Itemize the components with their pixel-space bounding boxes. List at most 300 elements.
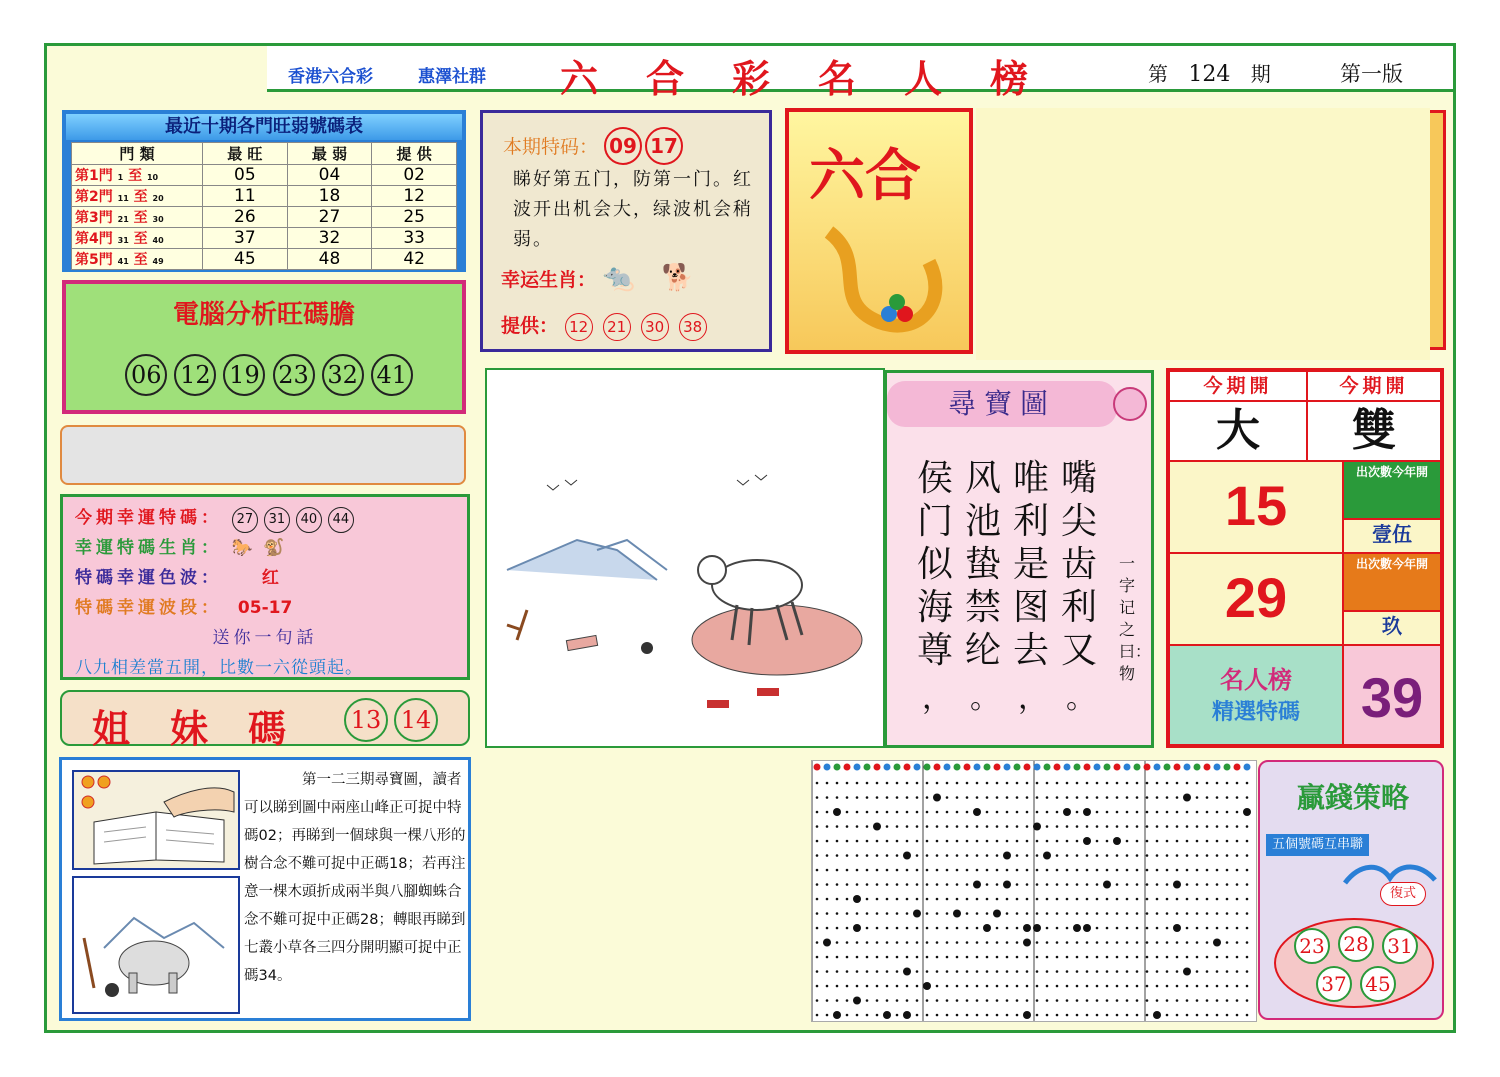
pattern-dot bbox=[1186, 956, 1189, 959]
cold-cell: 18 bbox=[287, 186, 372, 207]
header-dot bbox=[1134, 764, 1141, 771]
pattern-dot bbox=[856, 1014, 859, 1017]
pattern-dot bbox=[816, 796, 819, 799]
pattern-dot bbox=[1006, 941, 1009, 944]
pattern-dot bbox=[1156, 883, 1159, 886]
pattern-dot bbox=[1006, 782, 1009, 785]
poem-column: 风池蛰禁纶 bbox=[964, 458, 1001, 671]
pattern-dot bbox=[946, 883, 949, 886]
pattern-dot bbox=[1166, 927, 1169, 930]
pattern-dot bbox=[846, 796, 849, 799]
pattern-dot bbox=[1146, 1014, 1149, 1017]
open-size-value: 大 bbox=[1169, 401, 1307, 461]
pattern-dot bbox=[896, 927, 899, 930]
pattern-dot bbox=[1156, 854, 1159, 857]
pattern-dot bbox=[1016, 912, 1019, 915]
computer-numbers bbox=[74, 354, 464, 396]
pattern-dot bbox=[946, 912, 949, 915]
pattern-dot bbox=[916, 956, 919, 959]
sister-label-text: 姐妹碼 bbox=[92, 707, 327, 751]
pattern-dot bbox=[1226, 956, 1229, 959]
pattern-dot bbox=[876, 1014, 879, 1017]
pattern-dot bbox=[1046, 825, 1049, 828]
pattern-dot bbox=[1096, 985, 1099, 988]
pattern-dot bbox=[826, 898, 829, 901]
header-dot bbox=[1194, 764, 1201, 771]
tip-cell: 02 bbox=[372, 165, 457, 186]
pattern-dot bbox=[1176, 840, 1179, 843]
pattern-dot bbox=[1026, 825, 1029, 828]
sister-numbers bbox=[338, 698, 438, 742]
pattern-dot bbox=[866, 912, 869, 915]
pattern-dot bbox=[986, 999, 989, 1002]
pattern-dot bbox=[966, 1014, 969, 1017]
pattern-dot bbox=[1236, 970, 1239, 973]
pattern-dot bbox=[1016, 825, 1019, 828]
pattern-dot bbox=[906, 985, 909, 988]
win-ball: 45 bbox=[1360, 966, 1396, 1002]
pattern-dot bbox=[1246, 782, 1249, 785]
pattern-dot bbox=[1136, 811, 1139, 814]
pattern-dot bbox=[956, 941, 959, 944]
pattern-dot bbox=[906, 869, 909, 872]
pattern-dot bbox=[1136, 927, 1139, 930]
pattern-dot bbox=[876, 999, 879, 1002]
header-dot bbox=[884, 764, 891, 771]
pattern-dot bbox=[856, 782, 859, 785]
pattern-dot bbox=[836, 825, 839, 828]
pattern-dot bbox=[1166, 1014, 1169, 1017]
pattern-dot bbox=[1036, 869, 1039, 872]
col-header: 提 供 bbox=[372, 143, 457, 165]
pattern-dot bbox=[1046, 985, 1049, 988]
pattern-dot bbox=[956, 811, 959, 814]
pattern-dot bbox=[896, 941, 899, 944]
lucky-ball: 31 bbox=[264, 507, 290, 533]
pattern-dot bbox=[996, 883, 999, 886]
pattern-dot bbox=[1216, 927, 1219, 930]
pattern-dot bbox=[1106, 854, 1109, 857]
pattern-dot bbox=[886, 869, 889, 872]
pattern-dot bbox=[976, 985, 979, 988]
pattern-dot bbox=[886, 970, 889, 973]
pattern-dot bbox=[1186, 825, 1189, 828]
pattern-dot bbox=[996, 854, 999, 857]
pattern-dot bbox=[1216, 985, 1219, 988]
pattern-dot bbox=[816, 941, 819, 944]
pattern-dot bbox=[1216, 999, 1219, 1002]
fushi-badge: 復式 bbox=[1380, 882, 1426, 906]
pattern-dot bbox=[996, 840, 999, 843]
pattern-dot bbox=[816, 985, 819, 988]
pattern-dot bbox=[946, 927, 949, 930]
pattern-dot bbox=[1026, 970, 1029, 973]
pattern-dot bbox=[1206, 912, 1209, 915]
pattern-dot bbox=[1016, 811, 1019, 814]
pattern-dot bbox=[1006, 840, 1009, 843]
pattern-dot bbox=[1246, 985, 1249, 988]
pattern-dot bbox=[1136, 941, 1139, 944]
pattern-dot bbox=[846, 941, 849, 944]
poem-mark: 。 bbox=[1066, 681, 1096, 716]
pattern-dot bbox=[926, 811, 929, 814]
lucky-label: 今期幸運特碼： bbox=[75, 508, 222, 528]
poem-column: 唯利是图去 bbox=[1012, 458, 1049, 671]
pattern-dot bbox=[1086, 869, 1089, 872]
pattern-dot bbox=[1096, 999, 1099, 1002]
monkey-icon: 🐒 bbox=[263, 538, 285, 558]
pattern-dot bbox=[1156, 869, 1159, 872]
pattern-dot bbox=[936, 854, 939, 857]
pattern-dot bbox=[1166, 970, 1169, 973]
pattern-dot bbox=[876, 796, 879, 799]
pattern-dot bbox=[973, 881, 981, 889]
pattern-dot bbox=[846, 883, 849, 886]
pattern-dot bbox=[1086, 999, 1089, 1002]
pattern-dot bbox=[1236, 869, 1239, 872]
pattern-dot bbox=[926, 796, 929, 799]
pattern-dot bbox=[906, 782, 909, 785]
pattern-dot bbox=[1056, 999, 1059, 1002]
pattern-dot bbox=[1206, 782, 1209, 785]
pattern-dot bbox=[946, 941, 949, 944]
pattern-dot bbox=[856, 796, 859, 799]
special-label bbox=[503, 127, 686, 165]
treasure-sketch bbox=[485, 368, 885, 748]
brand-community: 惠澤社群 bbox=[418, 67, 486, 87]
header-dot bbox=[954, 764, 961, 771]
win-subtitle: 五個號碼互串聯 bbox=[1266, 834, 1369, 856]
pattern-dot bbox=[1046, 869, 1049, 872]
pattern-dot bbox=[1076, 970, 1079, 973]
col-header: 門 類 bbox=[72, 143, 203, 165]
pattern-dot bbox=[1246, 796, 1249, 799]
pattern-dot bbox=[936, 811, 939, 814]
pattern-dot bbox=[826, 825, 829, 828]
pattern-dot bbox=[1066, 912, 1069, 915]
pattern-dot bbox=[1046, 956, 1049, 959]
pattern-dot bbox=[1156, 927, 1159, 930]
lucky-label: 特碼幸運色波： bbox=[75, 568, 222, 588]
pattern-dot bbox=[946, 999, 949, 1002]
pattern-dot bbox=[1116, 999, 1119, 1002]
win-strategy-panel bbox=[1258, 760, 1444, 1020]
pattern-dot bbox=[1106, 956, 1109, 959]
computer-title: 電腦分析旺碼膽 bbox=[172, 300, 355, 330]
header-dot bbox=[1174, 764, 1181, 771]
pattern-dot bbox=[1076, 869, 1079, 872]
pattern-dot bbox=[886, 927, 889, 930]
provide-ball: 38 bbox=[679, 313, 707, 341]
pattern-dot bbox=[1226, 883, 1229, 886]
win-numbers bbox=[1274, 918, 1434, 1008]
pattern-dot bbox=[856, 869, 859, 872]
pattern-dot bbox=[1236, 956, 1239, 959]
pattern-dot bbox=[1096, 970, 1099, 973]
pattern-dot bbox=[1146, 811, 1149, 814]
scroll-end-icon bbox=[1113, 387, 1147, 421]
pattern-dot bbox=[1156, 985, 1159, 988]
pattern-dot bbox=[886, 811, 889, 814]
pattern-dot bbox=[936, 956, 939, 959]
pattern-dot bbox=[1036, 840, 1039, 843]
gate-cell: 第3門 21 至 30 bbox=[72, 207, 203, 228]
pattern-dot bbox=[1176, 796, 1179, 799]
poem-mark: 。 bbox=[970, 681, 1000, 716]
pattern-dot bbox=[1126, 840, 1129, 843]
pattern-dot bbox=[1206, 1014, 1209, 1017]
pattern-dot bbox=[1086, 912, 1089, 915]
pattern-dot bbox=[936, 898, 939, 901]
pattern-dot bbox=[976, 869, 979, 872]
pattern-dot bbox=[1086, 796, 1089, 799]
pattern-dot bbox=[1076, 912, 1079, 915]
pattern-dot bbox=[1146, 883, 1149, 886]
pattern-dot bbox=[1096, 1014, 1099, 1017]
pattern-dot bbox=[1046, 883, 1049, 886]
pattern-dot bbox=[1056, 970, 1059, 973]
mark-six-logo bbox=[785, 108, 973, 354]
lucky-ball: 40 bbox=[296, 507, 322, 533]
pattern-dot bbox=[926, 825, 929, 828]
pattern-dot bbox=[976, 912, 979, 915]
pattern-dot bbox=[816, 811, 819, 814]
pattern-dot bbox=[1146, 825, 1149, 828]
pattern-dot bbox=[816, 999, 819, 1002]
pattern-dot bbox=[1176, 999, 1179, 1002]
pattern-dot bbox=[926, 840, 929, 843]
pattern-dot bbox=[866, 985, 869, 988]
pattern-dot bbox=[1076, 825, 1079, 828]
pattern-dot bbox=[1156, 970, 1159, 973]
pattern-dot bbox=[966, 869, 969, 872]
pattern-dot bbox=[916, 1014, 919, 1017]
pattern-dot bbox=[996, 898, 999, 901]
pattern-dot bbox=[1066, 941, 1069, 944]
lucky-row-5: 送你一句話 bbox=[212, 628, 318, 648]
win-title: 贏錢策略 bbox=[1296, 781, 1409, 814]
pattern-dot bbox=[1026, 869, 1029, 872]
pattern-dot bbox=[1196, 796, 1199, 799]
pattern-dot bbox=[846, 825, 849, 828]
pattern-dot bbox=[1226, 869, 1229, 872]
col-header: 最 弱 bbox=[287, 143, 372, 165]
sister-label bbox=[92, 698, 326, 753]
pattern-dot bbox=[1006, 1014, 1009, 1017]
pattern-dot bbox=[1216, 782, 1219, 785]
pattern-dot bbox=[1166, 883, 1169, 886]
header-dot bbox=[834, 764, 841, 771]
pattern-dot bbox=[1056, 782, 1059, 785]
pattern-dot bbox=[1086, 825, 1089, 828]
pattern-dot bbox=[1016, 999, 1019, 1002]
pattern-dot bbox=[976, 796, 979, 799]
pattern-dot bbox=[826, 1014, 829, 1017]
header-dot bbox=[1144, 764, 1151, 771]
pattern-dot bbox=[846, 782, 849, 785]
pattern-dot bbox=[1216, 854, 1219, 857]
pattern-dot bbox=[1173, 881, 1181, 889]
pattern-dot bbox=[1226, 898, 1229, 901]
pattern-dot bbox=[866, 970, 869, 973]
pattern-dot bbox=[926, 999, 929, 1002]
pattern-dot bbox=[1116, 927, 1119, 930]
pattern-dot bbox=[896, 912, 899, 915]
pattern-dot bbox=[876, 883, 879, 886]
pattern-dot bbox=[1246, 883, 1249, 886]
featured-number: 39 bbox=[1343, 645, 1441, 745]
pattern-dot bbox=[886, 956, 889, 959]
pattern-dot bbox=[1146, 956, 1149, 959]
pattern-dot bbox=[1166, 898, 1169, 901]
pattern-dot bbox=[816, 825, 819, 828]
pattern-dot bbox=[1016, 985, 1019, 988]
pattern-dot bbox=[1186, 941, 1189, 944]
header-dot bbox=[944, 764, 951, 771]
header-dot bbox=[894, 764, 901, 771]
pattern-dot bbox=[1086, 898, 1089, 901]
pattern-dot bbox=[906, 999, 909, 1002]
pattern-dot bbox=[886, 840, 889, 843]
pattern-dot bbox=[966, 898, 969, 901]
pattern-dot bbox=[1186, 1014, 1189, 1017]
pattern-dot bbox=[1126, 854, 1129, 857]
pattern-dot bbox=[903, 852, 911, 860]
open-label: 今期開 bbox=[1307, 371, 1441, 401]
pattern-dot bbox=[846, 999, 849, 1002]
pattern-dot bbox=[896, 796, 899, 799]
pattern-dot bbox=[846, 869, 849, 872]
pattern-dot bbox=[1226, 941, 1229, 944]
pattern-dot bbox=[823, 939, 831, 947]
pattern-dot bbox=[986, 956, 989, 959]
pattern-dot bbox=[1156, 840, 1159, 843]
famous-label bbox=[1169, 645, 1343, 745]
pattern-dot bbox=[1026, 999, 1029, 1002]
header-dot bbox=[1184, 764, 1191, 771]
pattern-dot bbox=[903, 968, 911, 976]
pattern-dot bbox=[953, 910, 961, 918]
win-ball: 37 bbox=[1316, 966, 1352, 1002]
pattern-dot bbox=[1036, 796, 1039, 799]
gate-cell: 第4門 31 至 40 bbox=[72, 228, 203, 249]
pattern-dot bbox=[1026, 883, 1029, 886]
cold-cell: 04 bbox=[287, 165, 372, 186]
pattern-dot bbox=[1116, 956, 1119, 959]
pattern-dot bbox=[1076, 883, 1079, 886]
pattern-dot bbox=[986, 869, 989, 872]
pattern-dot bbox=[1016, 941, 1019, 944]
pattern-dot bbox=[946, 811, 949, 814]
pattern-dot bbox=[1166, 869, 1169, 872]
pattern-dot bbox=[976, 927, 979, 930]
table-row bbox=[72, 249, 457, 270]
pattern-dot bbox=[1036, 854, 1039, 857]
pattern-dot bbox=[1196, 912, 1199, 915]
pattern-dot bbox=[1113, 837, 1121, 845]
pattern-dot bbox=[1226, 999, 1229, 1002]
lucky-label: 特碼幸運波段： bbox=[75, 598, 222, 618]
pattern-dot bbox=[966, 970, 969, 973]
pattern-dot bbox=[1206, 825, 1209, 828]
pattern-dot bbox=[846, 854, 849, 857]
pattern-dot bbox=[1086, 782, 1089, 785]
pattern-dot bbox=[1196, 840, 1199, 843]
pattern-dot bbox=[956, 927, 959, 930]
pattern-dot bbox=[966, 825, 969, 828]
pattern-dot bbox=[956, 796, 959, 799]
pattern-dot bbox=[1096, 854, 1099, 857]
pattern-dot bbox=[1186, 912, 1189, 915]
win-ball: 31 bbox=[1382, 928, 1418, 964]
header-dot bbox=[964, 764, 971, 771]
pattern-dot bbox=[836, 898, 839, 901]
pattern-dot bbox=[1126, 956, 1129, 959]
pattern-dot bbox=[896, 825, 899, 828]
header-dot bbox=[1124, 764, 1131, 771]
pattern-dot bbox=[1096, 898, 1099, 901]
pattern-dot bbox=[1036, 970, 1039, 973]
pattern-dot bbox=[1006, 970, 1009, 973]
pattern-dot bbox=[946, 1014, 949, 1017]
pattern-dot bbox=[986, 985, 989, 988]
pattern-dot bbox=[976, 956, 979, 959]
pattern-dot bbox=[1206, 956, 1209, 959]
pattern-dot bbox=[1056, 854, 1059, 857]
pattern-dot bbox=[1216, 811, 1219, 814]
pattern-dot bbox=[1076, 840, 1079, 843]
pattern-dot bbox=[1186, 869, 1189, 872]
win-ball: 28 bbox=[1338, 926, 1374, 962]
pattern-dot bbox=[883, 1011, 891, 1019]
pattern-dot bbox=[906, 811, 909, 814]
pattern-dot bbox=[976, 999, 979, 1002]
pattern-dot bbox=[1156, 811, 1159, 814]
pattern-dot bbox=[1183, 794, 1191, 802]
pattern-dot bbox=[1023, 939, 1031, 947]
pattern-dot bbox=[926, 927, 929, 930]
pattern-dot bbox=[946, 840, 949, 843]
pattern-dot bbox=[826, 927, 829, 930]
pattern-dot bbox=[1026, 985, 1029, 988]
pattern-dot bbox=[1206, 883, 1209, 886]
poem-punctuation bbox=[913, 673, 1105, 717]
pattern-dot bbox=[1096, 811, 1099, 814]
pattern-dot bbox=[896, 840, 899, 843]
pattern-dot bbox=[876, 869, 879, 872]
pattern-dot bbox=[826, 970, 829, 973]
pattern-dot bbox=[896, 811, 899, 814]
pattern-dot bbox=[1176, 869, 1179, 872]
pattern-dot bbox=[866, 796, 869, 799]
pattern-dot bbox=[1236, 898, 1239, 901]
pattern-dot bbox=[946, 854, 949, 857]
rat-icon: 🐀 bbox=[602, 263, 636, 293]
pattern-dot bbox=[1206, 811, 1209, 814]
pattern-dot bbox=[966, 840, 969, 843]
gate-cell: 第2門 11 至 20 bbox=[72, 186, 203, 207]
table-row bbox=[72, 228, 457, 249]
count-value: 壹伍 bbox=[1343, 519, 1441, 553]
stat-value-15: 15 bbox=[1169, 461, 1343, 553]
pattern-dot bbox=[1246, 840, 1249, 843]
pattern-dot bbox=[1236, 811, 1239, 814]
pattern-dot bbox=[1236, 1014, 1239, 1017]
pattern-dot bbox=[876, 927, 879, 930]
pattern-dot bbox=[916, 898, 919, 901]
pattern-dot bbox=[1176, 782, 1179, 785]
pattern-dot bbox=[1063, 808, 1071, 816]
